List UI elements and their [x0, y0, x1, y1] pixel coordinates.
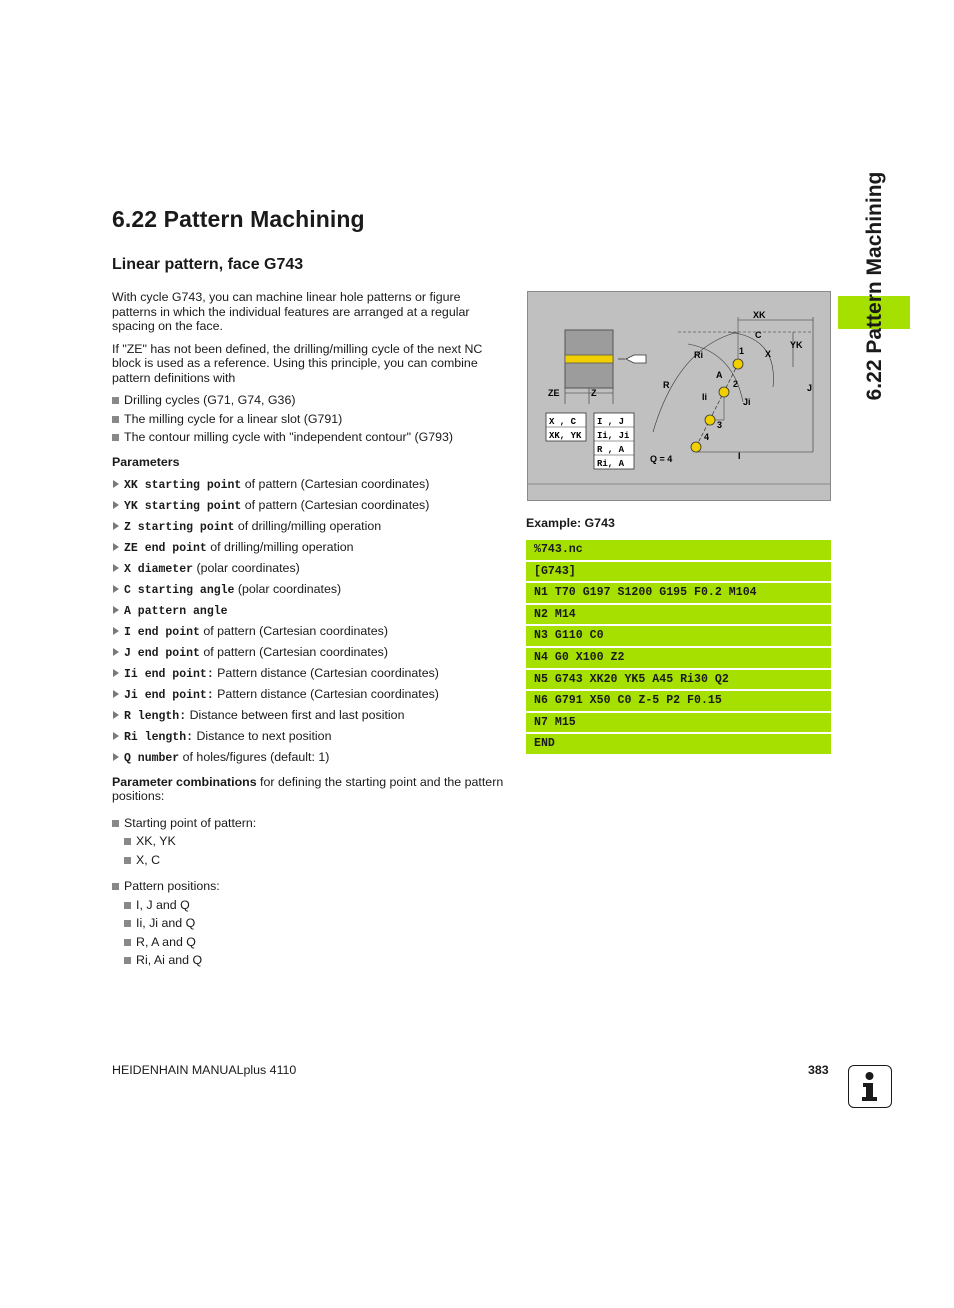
parameter-code: C starting angle: [124, 584, 235, 597]
page-number: 383: [808, 1063, 829, 1077]
parameter-code: J end point: [124, 647, 200, 660]
list-item: XK, YK: [112, 834, 504, 849]
combinations-bold: Parameter combinations: [112, 774, 257, 789]
box-label: X , C: [549, 417, 577, 427]
code-line: N7 M15: [526, 713, 831, 733]
j-label: J: [807, 383, 813, 393]
hole-4: [691, 442, 701, 452]
parameter-item: [112, 519, 504, 536]
box-label: Ri, A: [597, 459, 625, 469]
parameter-item: [112, 750, 504, 767]
parameter-desc: of pattern (Cartesian coordinates): [241, 477, 430, 491]
r-label: R: [663, 380, 670, 390]
z-label: Z: [591, 388, 597, 398]
code-line: %743.nc: [526, 540, 831, 560]
parameters-heading: Parameters: [112, 454, 180, 469]
q-label: Q = 4: [650, 454, 673, 464]
box-label: Ii, Ji: [597, 431, 630, 441]
xk-label: XK: [753, 310, 766, 320]
parameter-item: [112, 624, 504, 641]
parameter-item: [112, 582, 504, 599]
code-line: N6 G791 X50 C0 Z-5 P2 F0.15: [526, 691, 831, 711]
code-line: END: [526, 734, 831, 754]
parameter-code: Ri length:: [124, 731, 194, 744]
code-line: N1 T70 G197 S1200 G195 F0.2 M104: [526, 583, 831, 603]
parameter-desc: Distance between first and last position: [186, 708, 405, 722]
parameter-code: Z starting point: [124, 521, 235, 534]
code-line: N5 G743 XK20 YK5 A45 Ri30 Q2: [526, 670, 831, 690]
drill-hole: [565, 355, 613, 363]
parameter-item: [112, 645, 504, 662]
parameter-item: [112, 666, 504, 683]
list-item: R, A and Q: [112, 935, 504, 950]
x-label: X: [765, 349, 772, 359]
combinations-text: for defining the starting point and the pattern positions:: [112, 774, 504, 803]
side-tab-title: 6.22 Pattern Machining: [863, 171, 886, 401]
parameter-desc: Distance to next position: [193, 729, 332, 743]
text-column: [112, 290, 504, 972]
page-title: 6.22 Pattern Machining: [112, 206, 365, 232]
list-item: Ii, Ji and Q: [112, 916, 504, 931]
list-item: Ri, Ai and Q: [112, 953, 504, 968]
parameter-code: X diameter: [124, 563, 194, 576]
box-label: I , J: [597, 417, 625, 427]
parameter-code: R length:: [124, 710, 187, 723]
code-line: N3 G110 C0: [526, 626, 831, 646]
parameter-desc: Pattern distance (Cartesian coordinates): [213, 687, 439, 701]
hole-3: [705, 415, 715, 425]
parameter-item: [112, 561, 504, 578]
list-item: Starting point of pattern:: [112, 816, 504, 831]
c-label: C: [755, 330, 762, 340]
code-line: [G743]: [526, 562, 831, 582]
parameter-item: [112, 540, 504, 557]
parameter-desc: of holes/figures (default: 1): [179, 750, 330, 764]
parameter-item: [112, 498, 504, 515]
intro-paragraph: With cycle G743, you can machine linear hole patterns or figure patterns in which the individual features are arranged at a regular spacing on the face.: [112, 290, 470, 333]
parameter-item: [112, 477, 504, 494]
list-item: Drilling cycles (G71, G74, G36): [112, 393, 504, 408]
list-item: The milling cycle for a linear slot (G791): [112, 412, 504, 427]
parameter-list: [112, 477, 504, 767]
list-item: I, J and Q: [112, 898, 504, 913]
parameter-code: ZE end point: [124, 542, 207, 555]
hole-1: [733, 359, 743, 369]
hole-number: 3: [717, 420, 723, 430]
list-item: The contour milling cycle with "independent contour" (G793): [112, 430, 504, 445]
parameter-item: [112, 603, 504, 620]
parameter-code: I end point: [124, 626, 200, 639]
hole-number: 1: [739, 346, 745, 356]
parameter-desc: of pattern (Cartesian coordinates): [199, 624, 388, 638]
yk-label: YK: [790, 340, 803, 350]
ze-label: ZE: [548, 388, 560, 398]
parameter-item: [112, 729, 504, 746]
ji-label: Ji: [743, 397, 751, 407]
parameter-code: XK starting point: [124, 479, 242, 492]
parameter-code: YK starting point: [124, 500, 242, 513]
nc-program-listing: [526, 540, 831, 756]
box-label: R , A: [597, 445, 625, 455]
parameter-code: Ji end point:: [124, 689, 214, 702]
parameter-desc: (polar coordinates): [193, 561, 300, 575]
list-item: Pattern positions:: [112, 879, 504, 894]
box-label: XK, YK: [549, 431, 582, 441]
parameter-desc: of drilling/milling operation: [206, 540, 354, 554]
a-label: A: [716, 370, 723, 380]
hole-number: 2: [733, 379, 739, 389]
example-label: Example: G743: [526, 516, 615, 530]
parameter-desc: of drilling/milling operation: [234, 519, 382, 533]
intro-paragraph: If "ZE" has not been defined, the drilling/milling cycle of the next NC block is used as a reference. Using this principle, you can combine pattern definitions with: [112, 341, 483, 385]
parameter-code: Q number: [124, 752, 180, 765]
code-line: N2 M14: [526, 605, 831, 625]
section-subtitle: Linear pattern, face G743: [112, 256, 304, 273]
drill-tool-icon: [626, 355, 646, 363]
ri-label: Ri: [694, 350, 703, 360]
parameter-code: A pattern angle: [124, 605, 228, 618]
pattern-diagram: [527, 291, 831, 501]
parameter-desc: (polar coordinates): [234, 582, 342, 596]
parameter-item: [112, 687, 504, 704]
parameter-item: [112, 708, 504, 725]
i-label: I: [738, 451, 741, 461]
code-line: N4 G0 X100 Z2: [526, 648, 831, 668]
hole-number: 4: [704, 432, 710, 442]
info-icon: [848, 1065, 892, 1108]
parameter-code: Ii end point:: [124, 668, 214, 681]
parameter-desc: of pattern (Cartesian coordinates): [241, 498, 430, 512]
combinations-paragraph: [112, 775, 504, 804]
list-item: X, C: [112, 853, 504, 868]
parameter-desc: Pattern distance (Cartesian coordinates): [213, 666, 439, 680]
hole-2: [719, 387, 729, 397]
footer-product: HEIDENHAIN MANUALplus 4110: [112, 1063, 297, 1077]
parameter-desc: of pattern (Cartesian coordinates): [199, 645, 388, 659]
ii-label: Ii: [702, 392, 708, 402]
